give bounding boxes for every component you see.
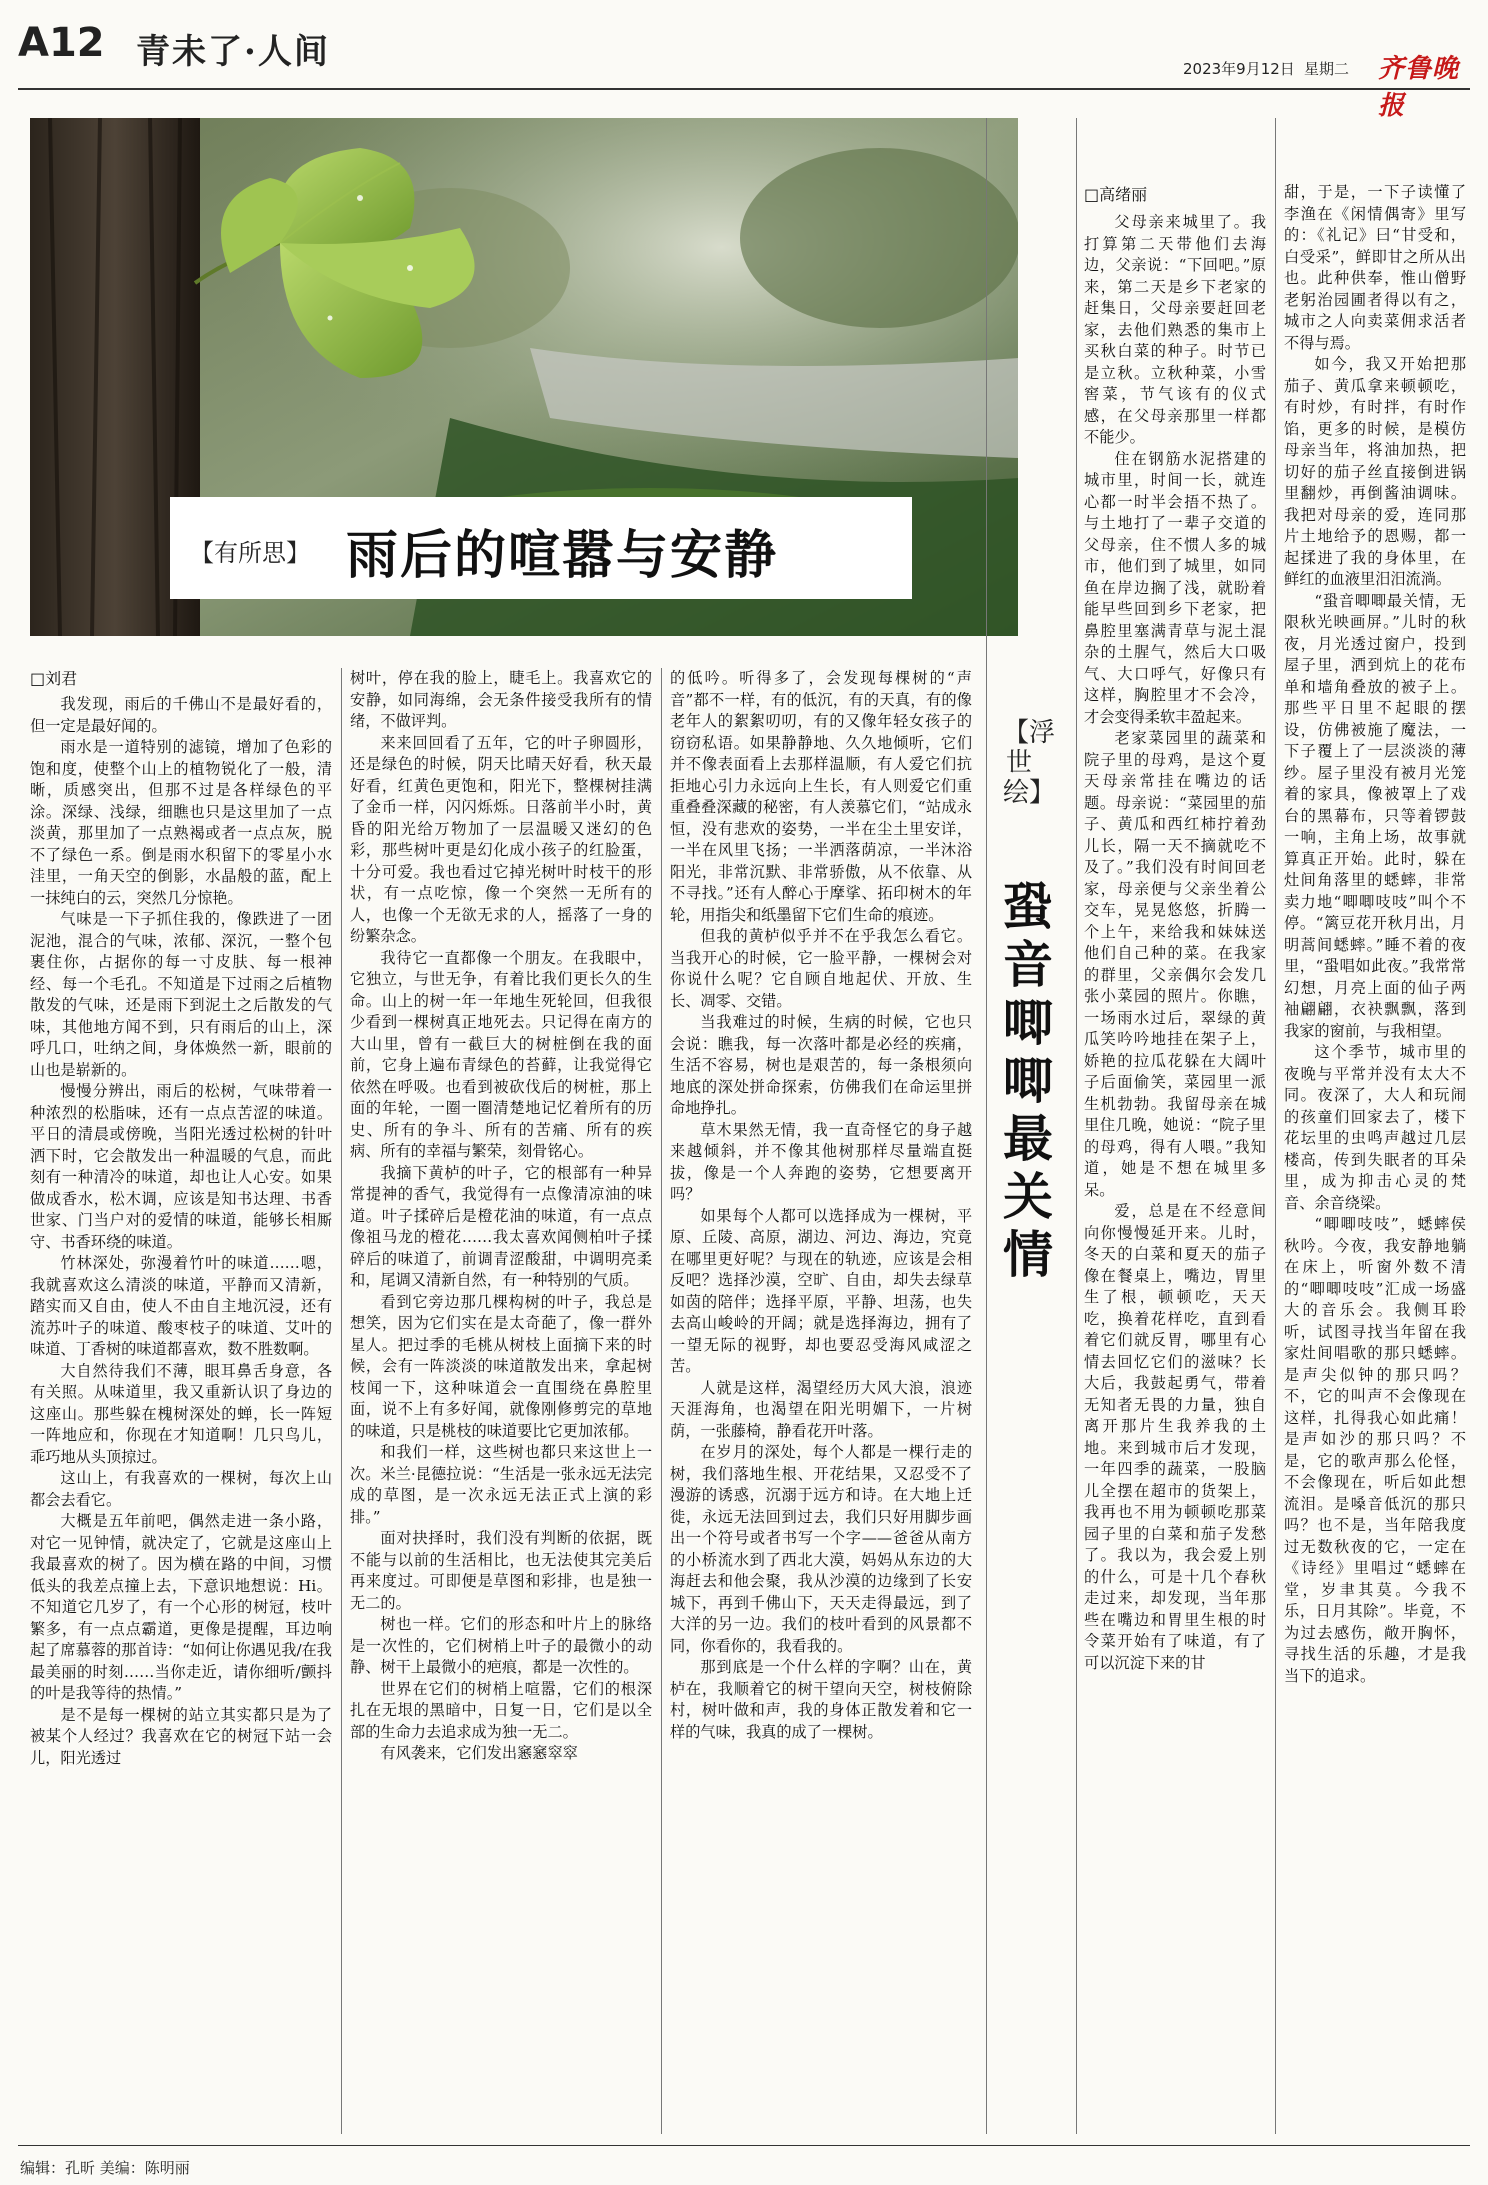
paragraph: 但我的黄栌似乎并不在乎我怎么看它。当我开心的时候，它一脸平静，一棵树会对你说什么呢？它自顾自地起伏、开放、生长、凋零、交错。 <box>670 927 972 1010</box>
paragraph: 如今，我又开始把那茄子、黄瓜拿来顿顿吃，有时炒，有时拌，有时作馅，更多的时候，是模仿母亲当年，将油加热，把切好的茄子丝直接倒进锅里翻炒，再倒酱油调味。我把对母亲的爱，连同那片土地给予的恩赐，都一起揉进了我的身体里，在鲜红的血液里汨汨流淌。 <box>1284 355 1466 588</box>
newspaper-logo: 齐鲁晚报 <box>1378 54 1460 121</box>
page-header <box>18 20 1470 121</box>
article2-byline: □高绪丽 <box>1084 185 1148 204</box>
paragraph: 面对抉择时，我们没有判断的依据，既不能与以前的生活相比，也无法使其完美后再来度过。可即便是草图和彩排，也是独一无二的。 <box>350 1529 652 1612</box>
article-divider <box>986 118 987 2134</box>
paragraph: 如果每个人都可以选择成为一棵树，平原、丘陵、高原，湖边、河边、海边，究竟在哪里更好呢？与现在的轨迹，应该是会相反吧？选择沙漠，空旷、自由，却失去绿草如茵的陪伴；选择平原，平静、坦荡，也失去高山峻岭的开阔；就是选择海边，拥有了一望无际的视野，却也要忍受海风咸涩之苦。 <box>670 1206 972 1375</box>
paragraph: 看到它旁边那几棵构树的叶子，我总是想笑，因为它们实在是太奇葩了，像一群外星人。把过季的毛桃从树枝上面摘下来的时候，会有一阵淡淡的味道散发出来，拿起树枝闻一下，这种味道会一直围绕在鼻腔里面，说不上有多好闻，就像刚修剪完的草地的味道，只是桃枝的味道要比它更加浓郁。 <box>350 1292 652 1440</box>
column-divider <box>341 668 342 2134</box>
paragraph: 树也一样。它们的形态和叶片上的脉络是一次性的，它们树梢上叶子的最微小的动静、树干上最微小的疤痕，都是一次性的。 <box>350 1615 652 1676</box>
paragraph: 我发现，雨后的千佛山不是最好看的，但一定是最好闻的。 <box>30 695 332 735</box>
paragraph: 和我们一样，这些树也都只来这世上一次。米兰·昆德拉说：“生活是一张永远无法完成的草图，是一次永远无法正式上演的彩排。” <box>350 1443 652 1526</box>
article1-column-1 <box>30 694 332 2134</box>
paragraph: 竹林深处，弥漫着竹叶的味道……嗯，我就喜欢这么清淡的味道，平静而又清新，踏实而又自由，使人不由自主地沉浸，还有流苏叶子的味道、酸枣枝子的味道、艾叶的味道、丁香树的味道都喜欢，数不胜数啊。 <box>30 1254 332 1358</box>
paragraph: 老家菜园里的蔬菜和院子里的母鸡，是这个夏天母亲常挂在嘴边的话题。母亲说：“菜园里的茄子、黄瓜和西红柿拧着劲儿长，隔一天不摘就吃不及了。”我们没有时间回老家，母亲便与父亲坐着公交车，晃晃悠悠，折腾一个上午，来给我和妹妹送他们自己种的菜。在我家的群里，父亲偶尔会发几张小菜园的照片。你瞧，一场雨水过后，翠绿的黄瓜笑吟吟地挂在架子上，娇艳的拉瓜花躲在大阔叶子后面偷笑，菜园里一派生机勃勃。我留母亲在城里住几晚，她说：“院子里的母鸡，得有人喂。”我知道，她是不想在城里多呆。 <box>1084 729 1266 1199</box>
paragraph: 在岁月的深处，每个人都是一棵行走的树，我们落地生根、开花结果，又忍受不了漫游的诱惑，沉溺于远方和诗。在大地上迁徙，永远无法回到过去，我们只好用脚步画出一个符号或者书写一个字——爸爸从南方的小桥流水到了西北大漠，妈妈从东边的大海赶去和他会聚，我从沙漠的边缘到了长安城下，再到千佛山下，天天走得最远，到了大洋的另一边。我们的枝叶看到的风景都不同，你看你的，我看我的。 <box>670 1443 972 1655</box>
page-number: A12 <box>18 20 105 66</box>
paragraph: 那到底是一个什么样的字啊？山在，黄栌在，我顺着它的树干望向天空，树枝俯除村，树叶做和声，我的身体正散发着和它一样的气味，我真的成了一棵树。 <box>670 1658 972 1741</box>
column-divider <box>1076 118 1077 2134</box>
paragraph: 甜，于是，一下子读懂了李渔在《闲情偶寄》里写的：《礼记》曰“甘受和，白受采”，鲜即甘之所从出也。此种供奉，惟山僧野老躬治园圃者得以有之，城市之人向卖菜佣求活者不得与焉。 <box>1284 183 1466 352</box>
editor-credit: 编辑：孔昕 美编：陈明丽 <box>20 2159 190 2177</box>
article2-column-2 <box>1284 182 1466 2134</box>
article1-byline: □刘君 <box>30 669 78 688</box>
paragraph: 当我难过的时候，生病的时候，它也只会说：瞧我，每一次落叶都是必经的疾痛，生活不容易，树也是艰苦的，每一条根须向地底的深处拼命探索，仿佛我们在命运里拼命地挣扎。 <box>670 1013 972 1117</box>
article1-title-box <box>170 497 912 599</box>
paragraph: 大概是五年前吧，偶然走进一条小路，对它一见钟情，就决定了，它就是这座山上我最喜欢的树了。因为横在路的中间，习惯低头的我差点撞上去，下意识地想说：Hi。不知道它几岁了，有一个心形的树冠，枝叶繁多，有一点点霸道，更像是提醒，耳边响起了席慕蓉的那首诗：“如何让你遇见我/在我最美丽的时刻……当你走近，请你细听/颤抖的叶是我等待的热情。” <box>30 1512 332 1702</box>
paragraph: 这个季节，城市里的夜晚与平常并没有太大不同。夜深了，大人和玩闹的孩童们回家去了，楼下花坛里的虫鸣声越过几层楼高，传到失眠者的耳朵里，成为抑击心灵的梵音、余音绕梁。 <box>1284 1043 1466 1212</box>
paragraph: 慢慢分辨出，雨后的松树，气味带着一种浓烈的松脂味，还有一点点苦涩的味道。平日的清晨或傍晚，当阳光透过松树的针叶洒下时，它会散发出一种温暖的气息，而此刻有一种清冷的味道，却也让人心安。如果做成香水，松木调，应该是知书达理、书香世家、门当户对的爱情的味道，能够长相厮守、书香环绕的味道。 <box>30 1082 332 1251</box>
article1-title: 雨后的喧嚣与安静 <box>346 525 779 586</box>
paragraph: 世界在它们的树梢上喧嚣，它们的根深扎在无垠的黑暗中，日复一日，它们是以全部的生命力去追求成为独一无二。 <box>350 1679 652 1741</box>
paragraph: 的低吟。听得多了，会发现每棵树的“声音”都不一样，有的低沉，有的天真，有的像老年人的絮絮叨叨，有的又像年轻女孩子的窃窃私语。如果静静地、久久地倾听，它们并不像表面看上去那样温顺，有人爱它们抗拒地心引力永远向上生长，有人则爱它们重重叠叠深藏的秘密，有人羡慕它们，“站成永恒，没有悲欢的姿势，一半在尘土里安详，一半在风里飞扬；一半洒落荫凉，一半沐浴阳光，非常沉默、非常骄傲，从不依靠、从不寻找。”还有人醉心于摩挲、拓印树木的年轮，用指尖和纸墨留下它们生命的痕迹。 <box>670 669 972 924</box>
article1-column-tag: 【有所思】 <box>190 539 310 567</box>
article2-column-1 <box>1084 212 1266 2134</box>
paragraph: 人就是这样，渴望经历大风大浪，浪迹天涯海角，也渴望在阳光明媚下，一片树荫，一张藤椅，静看花开叶落。 <box>670 1378 972 1440</box>
column-divider <box>1275 118 1276 2134</box>
paragraph: 我摘下黄栌的叶子，它的根部有一种异常提神的香气，我觉得有一点像清凉油的味道。叶子揉碎后是橙花油的味道，有一点点像祖马龙的橙花……我太喜欢闻侧柏叶子揉碎后的味道了，前调青涩酸甜，中调明亮柔和，尾调又清新自然，有一种特别的气质。 <box>350 1163 652 1289</box>
paragraph: 有风袭来，它们发出窸窸窣窣 <box>380 1744 578 1762</box>
paragraph: 树叶，停在我的脸上，睫毛上。我喜欢它的安静，如同海绵，会无条件接受我所有的情绪，不做评判。 <box>350 669 652 730</box>
paragraph: 爱，总是在不经意间向你慢慢延开来。儿时，冬天的白菜和夏天的茄子像在餐桌上，嘴边，胃里生了根，顿顿吃，天天吃，换着花样吃，直到看着它们就反胃，哪里有心情去回忆它们的滋味？长大后，我鼓起勇气，带着无知者无畏的力量，独自离开那片生我养我的土地。来到城市后才发现，一年四季的蔬菜，一股脑儿全摆在超市的货架上，我再也不用为顿顿吃那菜园子里的白菜和茄子发愁了。我以为，我会爱上别的什么，可是十几个春秋走过来，却发现，当年那些在嘴边和胃里生根的时令菜开始有了味道，有了可以沉淀下来的甘 <box>1084 1202 1266 1672</box>
paragraph: 这山上，有我喜欢的一棵树，每次上山都会去看它。 <box>30 1469 332 1509</box>
issue-date: 2023年9月12日 <box>1183 60 1295 78</box>
paragraph: 我待它一直都像一个朋友。在我眼中，它独立，与世无争，有着比我们更长久的生命。山上的树一年一年地生死轮回，但我很少看到一棵树真正地死去。只记得在南方的大山里，曾有一截巨大的树桩倒在我的面前，它身上遍布青绿色的苔藓，让我觉得它依然在呼吸。也看到被砍伐后的树桩，那上面的年轮，一圈一圈清楚地记忆着所有的历史、所有的争斗、所有的苦痛、所有的疾病、所有的幸福与繁荣，刻骨铭心。 <box>350 948 652 1160</box>
paragraph: 大自然待我们不薄，眼耳鼻舌身意，各有关照。从味道里，我又重新认识了身边的这座山。那些躲在槐树深处的蝉，长一阵短一阵地应和，你现在才知道啊！几只鸟儿，乖巧地从头顶掠过。 <box>30 1361 332 1466</box>
header-rule <box>18 88 1470 90</box>
article1-column-2 <box>350 668 652 2134</box>
paragraph: 气味是一下子抓住我的，像跌进了一团泥池，混合的气味，浓郁、深沉，一整个包裹住你，占据你的每一寸皮肤、每一根神经、每一个毛孔。不知道是下过雨之后植物散发的气味，还是雨下到泥土之后散发的气味，其他地方闻不到，只有雨后的山上，深呼几口，吐纳之间，身体焕然一新，眼前的山也是崭新的。 <box>30 910 332 1079</box>
column-divider <box>661 668 662 2134</box>
article2-title: 蛩音唧唧最关情 <box>1003 877 1053 1284</box>
issue-weekday: 星期二 <box>1304 60 1350 78</box>
footer-rule <box>18 2145 1470 2146</box>
article1-column-3 <box>670 668 972 2134</box>
paragraph: 住在钢筋水泥搭建的城市里，时间一长，就连心都一时半会捂不热了。与土地打了一辈子交道的父母亲，住不惯人多的城市，他们到了城里，如同鱼在岸边搁了浅，就盼着能早些回到乡下老家，把鼻腔里塞满青草与泥土混杂的土腥气，然后大口吸气、大口呼气，好像只有这样，胸腔里才不会冷，才会变得柔软丰盈起来。 <box>1084 449 1266 726</box>
paragraph: 草木果然无情，我一直奇怪它的身子越来越倾斜，并不像其他树那样尽量端直挺拔，像是一个人奔跑的姿势，它想要离开吗？ <box>670 1120 972 1203</box>
paragraph: 来来回回看了五年，它的叶子卵圆形，还是绿色的时候，阴天比晴天好看，秋天最好看，红黄色更饱和，阳光下，整棵树挂满了金币一样，闪闪烁烁。日落前半小时，黄昏的阳光给万物加了一层温暖又迷幻的色彩，那些树叶更是幻化成小孩子的红脸蛋，十分可爱。我也看过它掉光树叶时枝干的形状，有一点吃惊，像一个突然一无所有的人，也像一个无欲无求的人，摇落了一身的纷繁杂念。 <box>350 733 652 945</box>
section-title: 青未了·人间 <box>136 32 330 72</box>
paragraph: 是不是每一棵树的站立其实都只是为了被某个人经过？我喜欢在它的树冠下站一会儿，阳光透过 <box>30 1705 332 1767</box>
paragraph: “蛩音唧唧最关情，无限秋光映画屏。”儿时的秋夜，月光透过窗户，投到屋子里，洒到炕上的花布单和墙角叠放的被子上。那些平日里不起眼的摆设，仿佛被施了魔法，一下子覆上了一层淡淡的薄纱。屋子里没有被月光笼着的家具，像被罩上了戏台的黑幕布，只等着锣鼓一响，主角上场，故事就算真正开始。此时，躲在灶间角落里的蟋蟀，非常卖力地“唧唧吱吱”叫个不停。“篱豆花开秋月出，月明蒿间蟋蟀。”睡不着的夜里，“蛩唱如此夜。”我常常幻想，月亮上面的仙子两袖翩翩，衣袂飘飘，落到我家的窗前，与我相望。 <box>1284 591 1466 1040</box>
paragraph: “唧唧吱吱”，蟋蟀侯秋吟。今夜，我安静地躺在床上，听窗外数不清的“唧唧吱吱”汇成一场盛大的音乐会。我侧耳聆听，试图寻找当年留在我家灶间唱歌的那只蟋蟀。是声尖似钟的那只吗？不，它的叫声不会像现在这样，扎得我心如此痛！是声如沙的那只吗？不是，它的歌声那么伦怪，不会像现在，听后如此想流泪。是嗓音低沉的那只吗？也不是，当年陪我度过无数秋夜的它，一定在《诗经》里唱过“蟋蟀在堂，岁聿其莫。今我不乐，日月其除”。毕竟，不为过去感伤，敞开胸怀，寻找生活的乐趣，才是我当下的追求。 <box>1284 1215 1466 1685</box>
paragraph: 雨水是一道特别的滤镜，增加了色彩的饱和度，使整个山上的植物锐化了一般，清晰，质感突出，但那不过是各样绿色的平涂。深绿、浅绿，细瞧也只是这里加了一点淡黄，那里加了一点熟褐或者一点点灰，脱不了绿色一系。倒是雨水积留下的零星小水洼里，一角天空的倒影，水晶般的蓝，配上一抹纯白的云，突然几分惊艳。 <box>30 738 332 907</box>
article2-column-tag: 【浮世绘】 <box>1003 718 1056 808</box>
paragraph: 父母亲来城里了。我打算第二天带他们去海边，父亲说：“下回吧。”原来，第二天是乡下老家的赶集日，父母亲要赶回老家，去他们熟悉的集市上买秋白菜的种子。时节已是立秋。立秋种菜，小雪窖菜，节气该有的仪式感，在父母亲那里一样都不能少。 <box>1084 213 1266 446</box>
